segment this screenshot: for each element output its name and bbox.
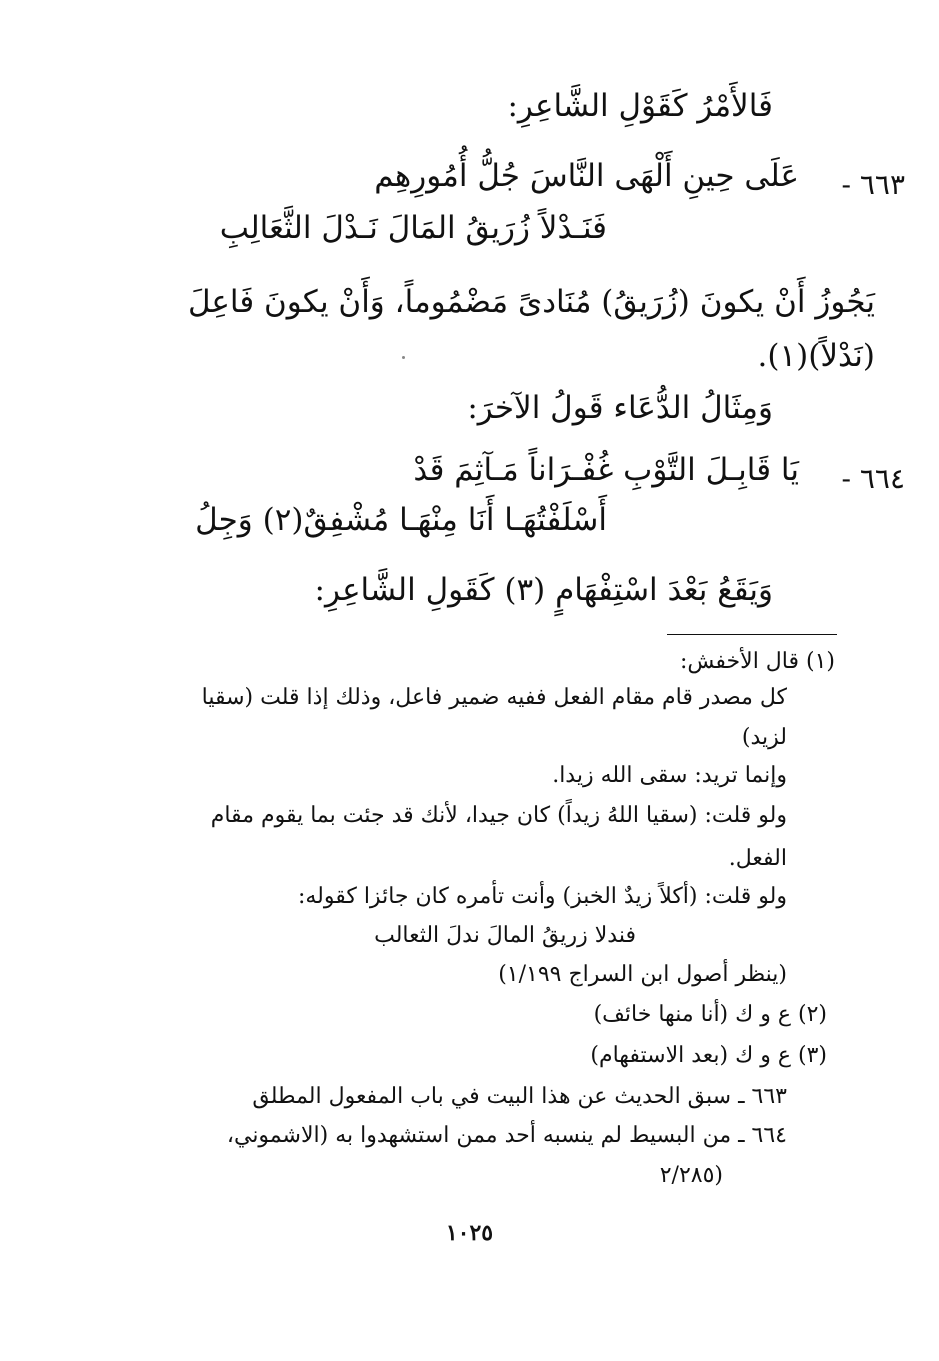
footnote-verse-663: ٦٦٣ ـ سبق الحديث عن هذا البيت في باب المفعول المطلق bbox=[252, 1084, 787, 1109]
verse-664-first-hemistich: يَا قَابِـلَ التَّوْبِ غُفْـرَاناً مَـآثِمَ قَدْ bbox=[413, 452, 799, 488]
verse-663-first-hemistich: عَلَى حِينِ أَلْهَى النَّاسَ جُلُّ أُمُورِهِم bbox=[374, 158, 799, 194]
footnote-verse-664-line-2: ٢/٢٨٥) bbox=[659, 1163, 723, 1188]
page-number: ١٠٢٥ bbox=[445, 1220, 494, 1246]
paragraph-1-end: (نَدْلاً)(١). bbox=[757, 338, 875, 374]
verse-663-second-hemistich: فَنَـدْلاً زُرَيقُ المَالَ نَـدْلَ الثَّعَالِبِ bbox=[219, 210, 607, 246]
footnote-verse-664-line-1: ٦٦٤ ـ من البسيط لم ينسبه أحد ممن استشهدوا به (الاشموني، bbox=[226, 1123, 787, 1148]
footnote-1-line-6: ولو قلت: (أكلاً زيدٌ الخبز) وأنت تأمره كان جائزا كقوله: bbox=[297, 884, 787, 909]
paragraph-3: وَيَقَعُ بَعْدَ اسْتِفْهَامٍ (٣) كَقَولِ الشَّاعِرِ: bbox=[314, 572, 773, 608]
footnote-1-reference: (ينظر أصول ابن السراج ١/١٩٩) bbox=[498, 962, 787, 987]
footnote-2: (٢) ع و ك (أنا منها خائف) bbox=[593, 1002, 827, 1027]
footnote-separator bbox=[667, 634, 837, 635]
paragraph-1: يَجُوزُ أَنْ يكونَ (زُرَيقُ) مُنَادىً مَضْمُوماً، وَأَنْ يكونَ فَاعِلَ bbox=[187, 284, 875, 320]
footnote-1-verse: فندلا زريقُ المالَ ندلَ الثعالب bbox=[374, 923, 636, 948]
page-speck bbox=[402, 356, 405, 359]
footnote-3: (٣) ع و ك (بعد الاستفهام) bbox=[590, 1043, 827, 1068]
footnote-1-line-5: الفعل. bbox=[728, 846, 787, 871]
verse-664-number: ٦٦٤ - bbox=[841, 462, 905, 495]
footnote-1-line-4: ولو قلت: (سقيا اللهُ زيداً) كان جيدا، لأنك قد جئت بما يقوم مقام bbox=[210, 803, 787, 828]
verse-663-number: ٦٦٣ - bbox=[841, 168, 905, 201]
footnote-1-heading: (١) قال الأخفش: bbox=[679, 649, 835, 674]
footnote-1-line-1: كل مصدر قام مقام الفعل ففيه ضمير فاعل، وذلك إذا قلت (سقيا bbox=[201, 685, 787, 710]
intro-line: فَالأَمْرُ كَقَوْلِ الشَّاعِرِ: bbox=[507, 88, 773, 124]
paragraph-2: وَمِثَالُ الدُّعَاء قَولُ الآخرَ: bbox=[467, 390, 773, 426]
footnote-1-line-2: لزيد) bbox=[741, 725, 787, 750]
verse-664-second-hemistich: أَسْلَفْتُهَـا أَنَا مِنْهَـا مُشْفِقٌ(٢) وَجِلُ bbox=[195, 502, 607, 538]
footnote-1-line-3: وإنما تريد: سقى الله زيدا. bbox=[552, 763, 787, 788]
